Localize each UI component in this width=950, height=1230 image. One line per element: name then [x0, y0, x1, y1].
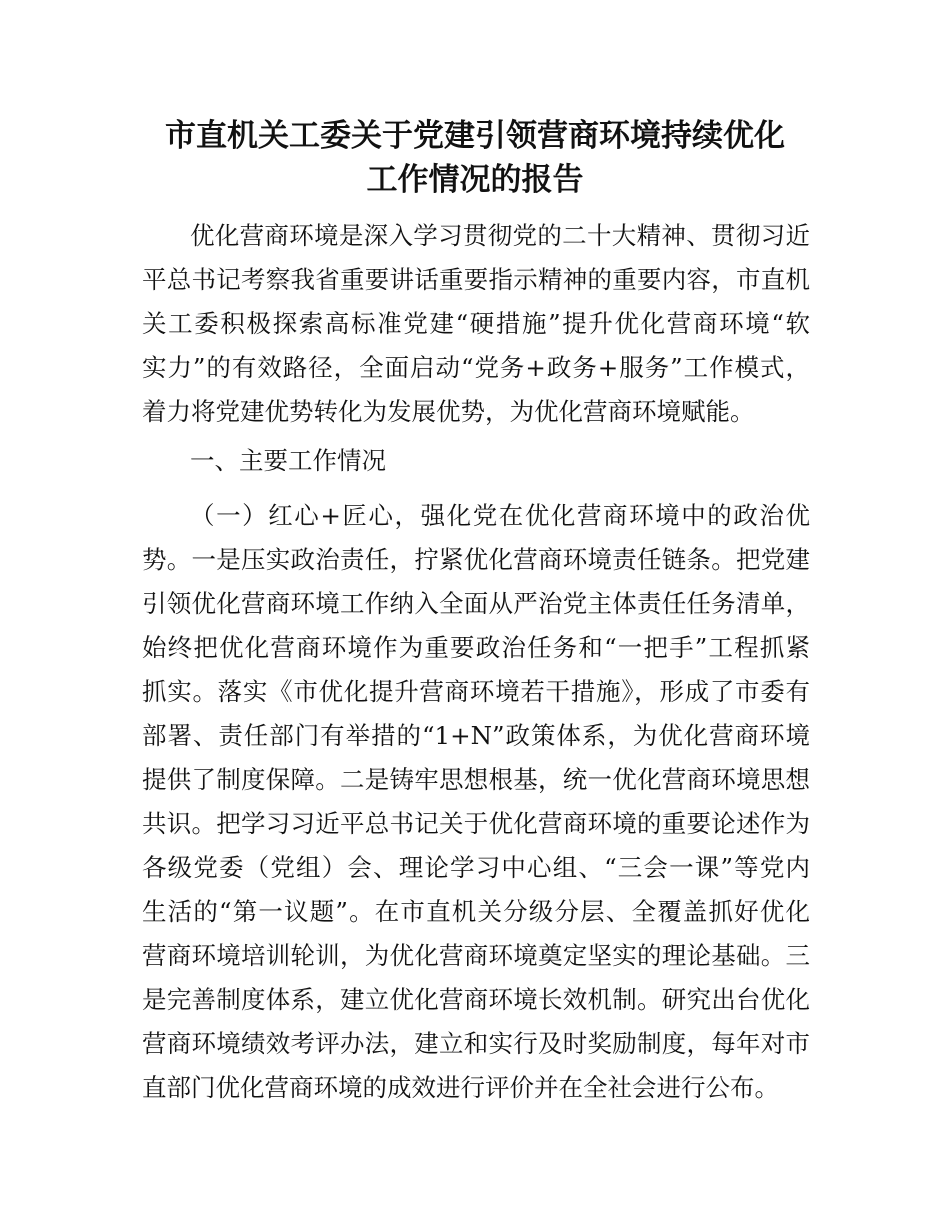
document-title-line-1: 市直机关工委关于党建引领营商环境持续优化 — [165, 118, 785, 154]
paragraph-1-line: 优化营商环境是深入学习贯彻党的二十大精神、贯彻习近 — [190, 221, 810, 250]
paragraph-2-line: 直部门优化营商环境的成效进行评价并在全社会进行公布。 — [142, 1073, 779, 1102]
paragraph-2-line: 共识。把学习习近平总书记关于优化营商环境的重要论述作为 — [142, 809, 810, 838]
paragraph-2-line: 抓实。落实《市优化提升营商环境若干措施》，形成了市委有 — [142, 677, 810, 706]
paragraph-2-line: 提供了制度保障。二是铸牢思想根基，统一优化营商环境思想 — [142, 765, 810, 794]
paragraph-2-line: 引领优化营商环境工作纳入全面从严治党主体责任任务清单， — [142, 589, 810, 618]
paragraph-2-line: 部署、责任部门有举措的“1+N”政策体系，为优化营商环境 — [142, 721, 810, 750]
document-title-line-2: 工作情况的报告 — [366, 162, 584, 198]
paragraph-2-line: 营商环境培训轮训，为优化营商环境奠定坚实的理论基础。三 — [142, 941, 810, 970]
paragraph-2-line: 势。一是压实政治责任，拧紧优化营商环境责任链条。把党建 — [142, 545, 810, 574]
paragraph-1-line: 关工委积极探索高标准党建“硬措施”提升优化营商环境“软 — [142, 309, 810, 338]
paragraph-2-line: 营商环境绩效考评办法，建立和实行及时奖励制度，每年对市 — [142, 1029, 810, 1058]
paragraph-1-line: 实力”的有效路径，全面启动“党务+政务+服务”工作模式， — [142, 353, 810, 382]
paragraph-2-line: （一）红心+匠心，强化党在优化营商环境中的政治优 — [190, 501, 810, 530]
paragraph-2-line: 是完善制度体系，建立优化营商环境长效机制。研究出台优化 — [142, 985, 810, 1014]
paragraph-1-line: 平总书记考察我省重要讲话重要指示精神的重要内容，市直机 — [142, 265, 810, 294]
section-heading: 一、主要工作情况 — [190, 446, 386, 475]
paragraph-1-line: 着力将党建优势转化为发展优势，为优化营商环境赋能。 — [142, 397, 755, 426]
paragraph-2-line: 生活的“第一议题”。在市直机关分级分层、全覆盖抓好优化 — [142, 897, 810, 926]
paragraph-2-line: 各级党委（党组）会、理论学习中心组、“三会一课”等党内 — [142, 853, 810, 882]
paragraph-2-line: 始终把优化营商环境作为重要政治任务和“一把手”工程抓紧 — [142, 633, 810, 662]
